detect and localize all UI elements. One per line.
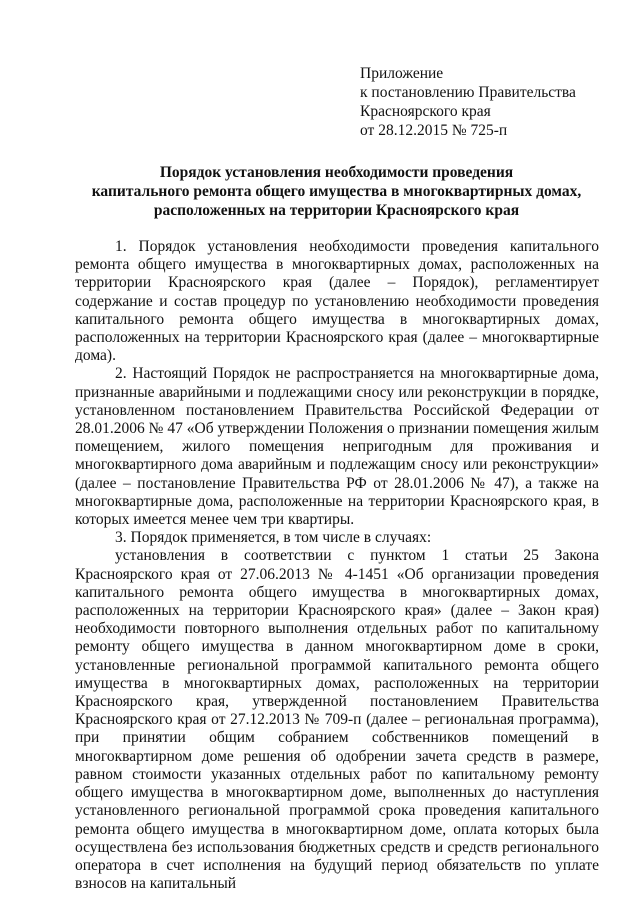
annex-line-2: к постановлению Правительства	[360, 84, 576, 101]
title-line-3: расположенных на территории Красноярского края	[153, 202, 520, 219]
title-line-1: Порядок установления необходимости проведения	[159, 164, 514, 181]
document-body	[75, 238, 599, 893]
paragraph-2: 2. Настоящий Порядок не распространяется на многоквартирные дома, признанные аварийными и подлежащими сносу или реконструкции в порядке, установленном постановлением Правительства Российской Федерации от 28.01.2006 № 47 «Об утверждении Положения о признании помещения жилым помещением, жилого помещения непригодным для проживания и многоквартирного дома аварийным и подлежащим сносу или реконструкции» (далее – постановление Правительства РФ от 28.01.2006 № 47), а также на многоквартирные дома, расположенные на территории Красноярского края, в которых имеется менее чем три квартиры.	[75, 365, 599, 529]
title-line-2: капитального ремонта общего имущества в многоквартирных домах,	[91, 183, 582, 200]
paragraph-4: установления в соответствии с пунктом 1 статьи 25 Закона Красноярского края от 27.06.2013 № 4-1451 «Об организации проведения капитального ремонта общего имущества в многоквартирных домах, расположенных на территории Красноярского края» (далее – Закон края) необходимости повторного выполнения отдельных работ по капитальному ремонту общего имущества в данном многоквартирном доме в сроки, установленные региональной программой капитального ремонта общего имущества в многоквартирных домах, расположенных на территории Красноярского края, утвержденной постановлением Правительства Красноярского края от 27.12.2013 № 709-п (далее – региональная программа), при принятии общим собранием собственников помещений в многоквартирном доме решения об одобрении зачета средств в размере, равном стоимости указанных отдельных работ по капитальному ремонту общего имущества в многоквартирном доме, выполненных до наступления установленного региональной программой срока проведения капитального ремонта общего имущества в многоквартирном доме, оплата которых была осуществлена без использования бюджетных средств и средств регионального оператора в счет исполнения на будущий период обязательств по уплате взносов на капитальный	[75, 547, 599, 893]
annex-line-3: Красноярского края	[360, 103, 491, 120]
annex-line-4: от 28.12.2015 № 725-п	[360, 122, 508, 139]
annex-block	[360, 64, 620, 140]
paragraph-1: 1. Порядок установления необходимости проведения капитального ремонта общего имущества в многоквартирных домах, расположенных на территории Красноярского края (далее – Порядок), регламентирует содержание и состав процедур по установлению необходимости проведения капитального ремонта общего имущества в многоквартирных домах, расположенных на территории Красноярского края (далее – многоквартирные дома).	[75, 238, 599, 365]
annex-line-1: Приложение	[360, 65, 444, 82]
paragraph-3: 3. Порядок применяется, в том числе в случаях:	[115, 529, 432, 547]
document-title	[70, 163, 603, 220]
